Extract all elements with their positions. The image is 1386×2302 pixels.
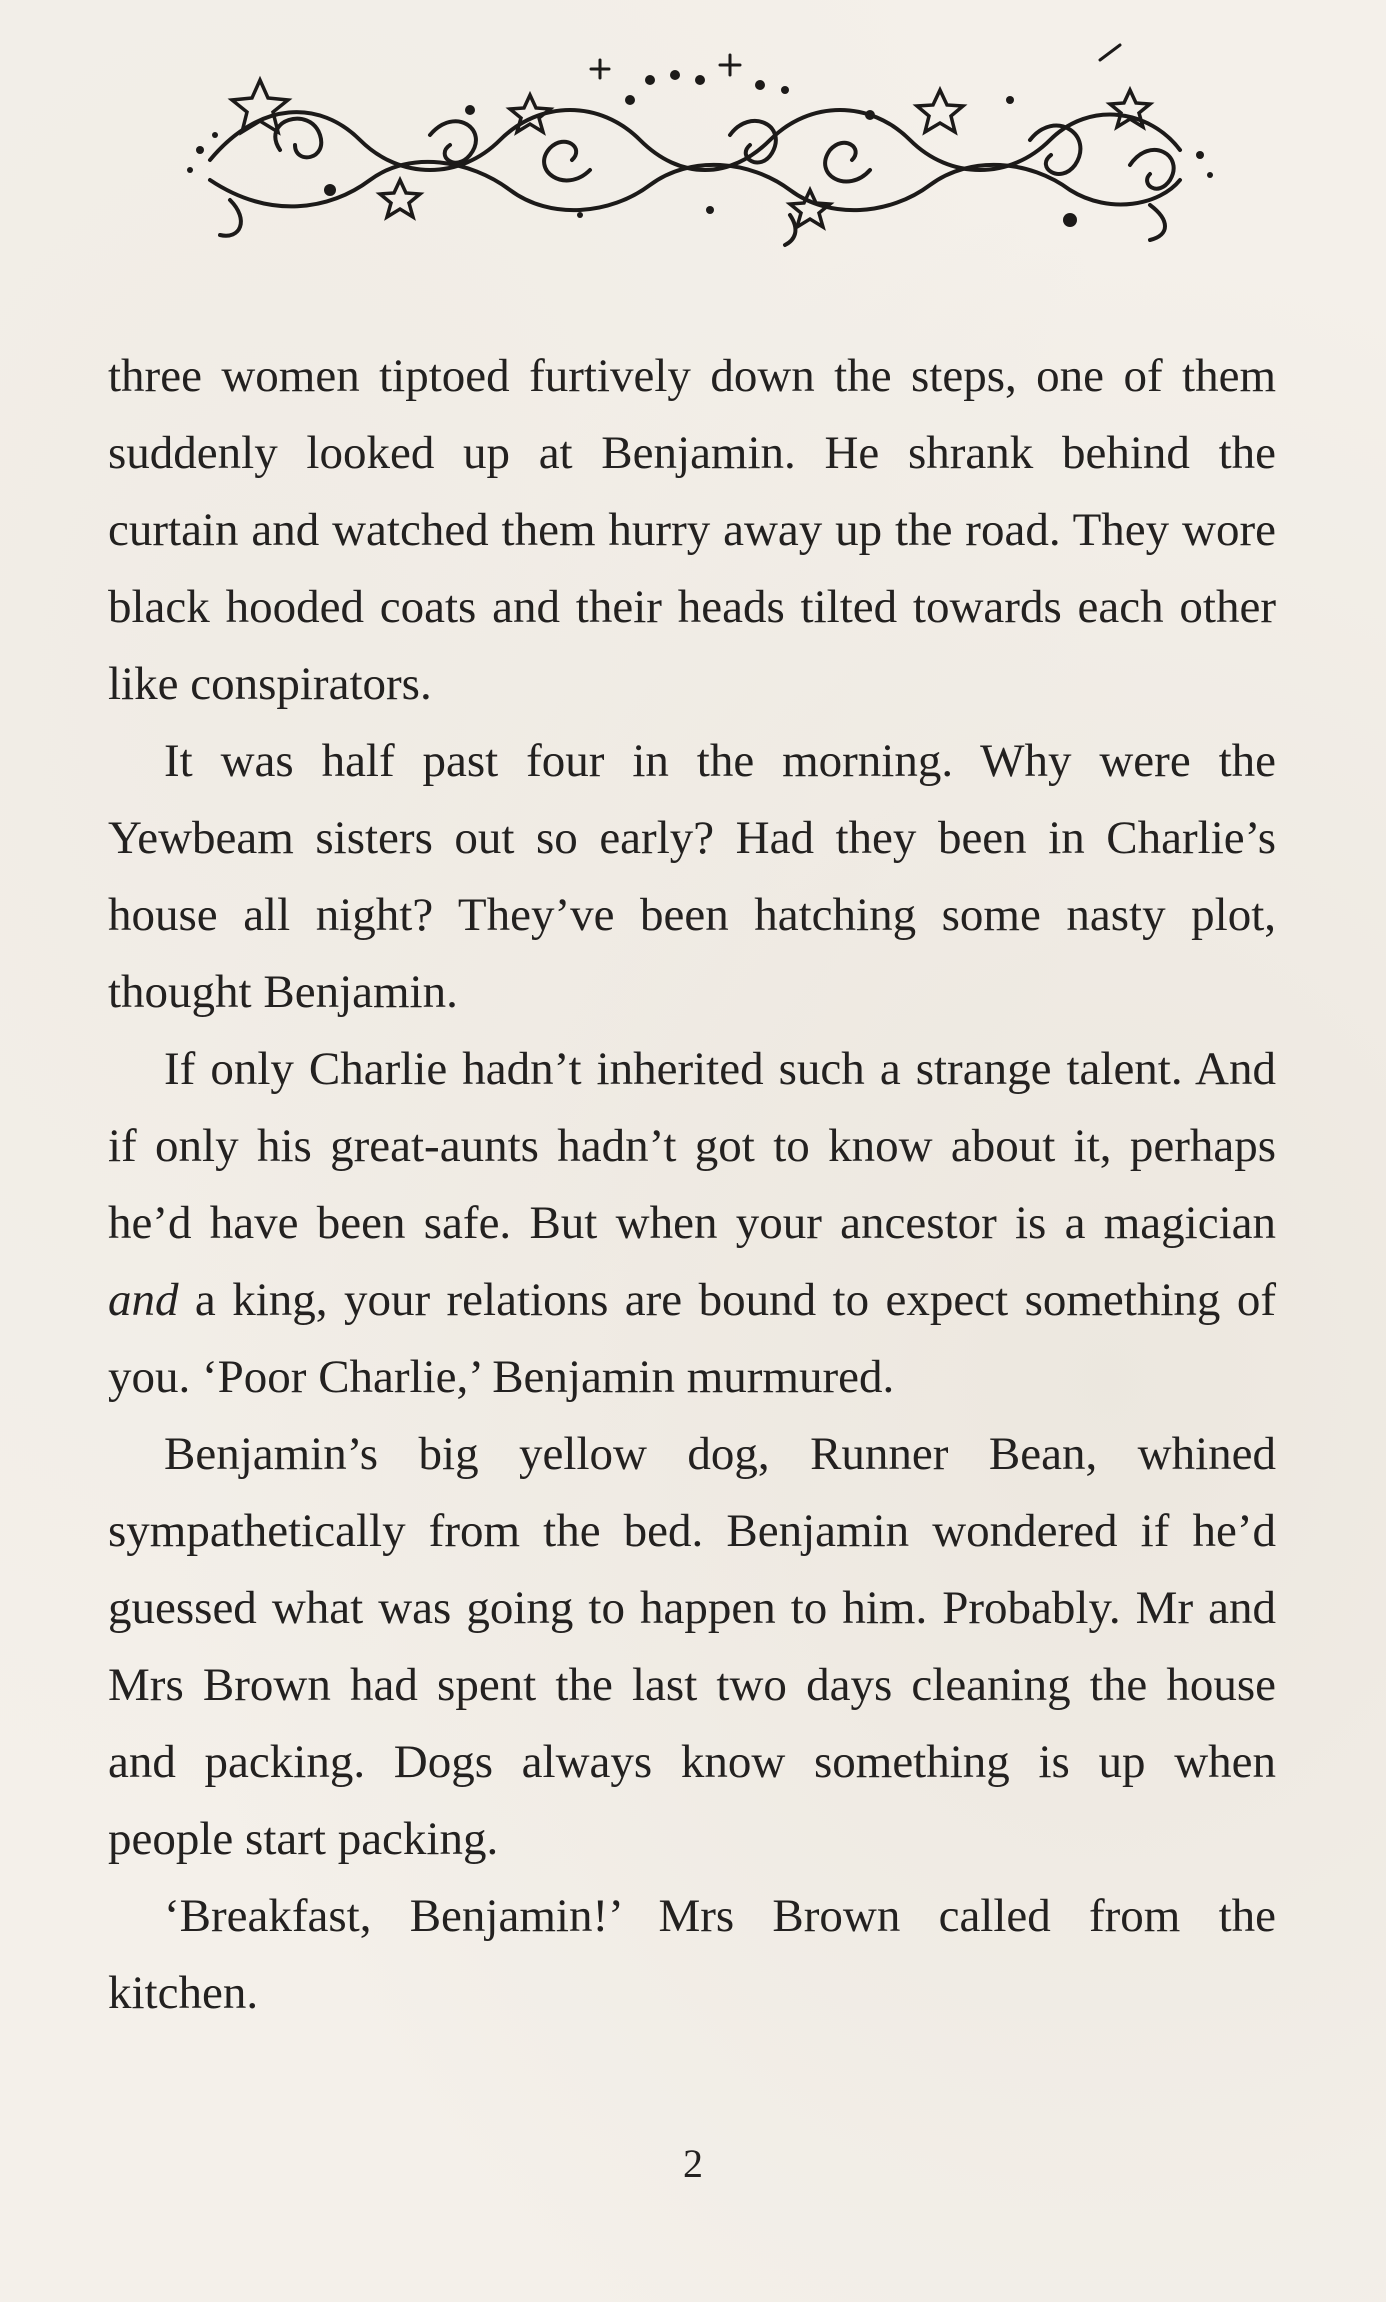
header-ornament-icon bbox=[170, 40, 1220, 250]
paragraph-5-text: ‘Breakfast, Benjamin!’ Mrs Brown called from the kitchen. bbox=[108, 1890, 1276, 2019]
page-number: 2 bbox=[683, 2141, 703, 2186]
paragraph-1-text: three women tiptoed furtively down the steps, one of them suddenly looked up at Benjamin. He shrank behind the curtain and watched them hurry away up the road. They wore black hooded coats and their heads tilted towards each other like conspirators. bbox=[108, 350, 1276, 710]
paragraph-5 bbox=[108, 1878, 1276, 2032]
paragraph-3-text-after: a king, your relations are bound to expect something of you. ‘Poor Charlie,’ Benjamin murmured. bbox=[108, 1274, 1276, 1403]
paragraph-3-text-before: If only Charlie hadn’t inherited such a strange talent. And if only his great-aunts hadn’t got to know about it, perhaps he’d have been safe. But when your ancestor is a magician bbox=[108, 1043, 1276, 1249]
paragraph-4 bbox=[108, 1416, 1276, 1878]
paragraph-1 bbox=[108, 338, 1276, 723]
paragraph-3-emphasis: and bbox=[108, 1274, 179, 1326]
paragraph-2-text: It was half past four in the morning. Why were the Yewbeam sisters out so early? Had they been in Charlie’s house all night? They’ve been hatching some nasty plot, thought Benjamin. bbox=[108, 735, 1276, 1018]
paragraph-4-text: Benjamin’s big yellow dog, Runner Bean, whined sympathetically from the bed. Benjamin wondered if he’d guessed what was going to happen to him. Probably. Mr and Mrs Brown had spent the last two days cleaning the house and packing. Dogs always know something is up when people start packing. bbox=[108, 1428, 1276, 1865]
paragraph-3 bbox=[108, 1031, 1276, 1416]
paragraph-2 bbox=[108, 723, 1276, 1031]
body-text bbox=[108, 338, 1276, 2032]
